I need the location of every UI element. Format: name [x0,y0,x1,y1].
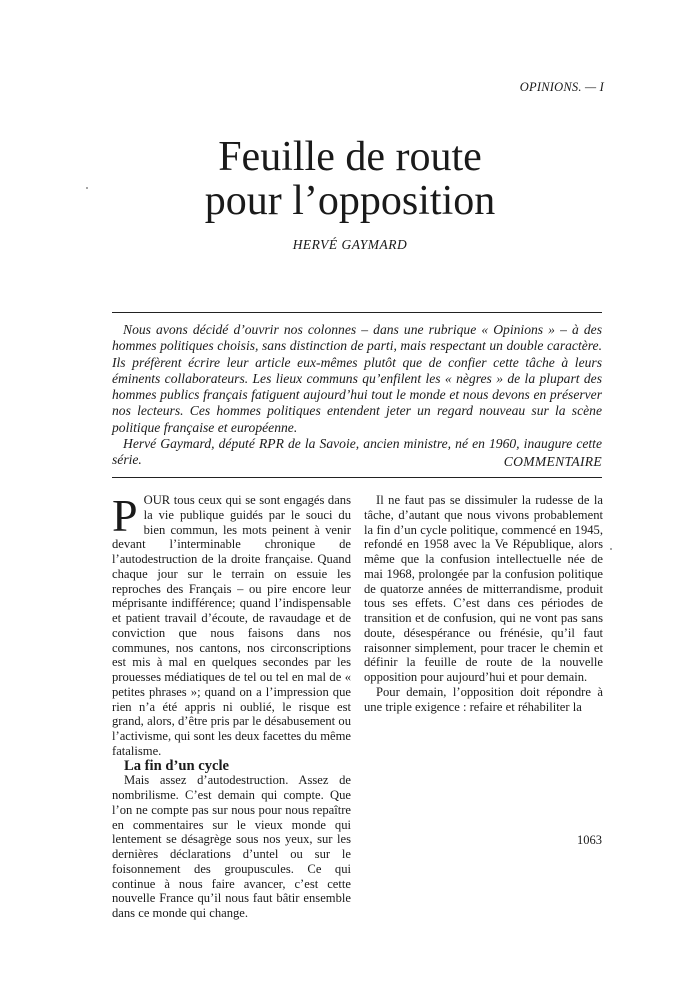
column-right [364,493,603,714]
page-number: 1063 [577,833,602,847]
article-title [0,135,700,223]
title-line-1: Feuille de route [218,134,482,180]
body-text: tous ceux qui se sont engagés dans la vie publique guidés par le souci du bien commun, les mots peinent à venir devant l’interminable chronique de l’autodestruction de la droite française. Quand chaque jour sur le terrain on essuie les reproches des Français – ou pire encore leur méprisante indifférence; quand l’indispensable et patient travail d’écoute, de ravaudage et de conviction que nous faisons dans nos communes, nos cantons, nos circonscriptions est mis à mal en quelques secondes par les prouesses médiatiques de tel ou tel en mal de « petites phrases »; quand on a l’impression que rien n’a été appris ni oublié, le risque est grand, alors, d’être pris par le désabusement ou l’activisme, qui sont les deux facettes du même fatalisme. [112,493,351,758]
body-paragraph [112,490,351,759]
body-paragraph: Mais assez d’autodestruction. Assez de nombrilisme. C’est demain qui compte. Que l’on ne compte pas sur nous pour nous repaître en commentaires sur le vieux monde qui lentement se désagrège sous nos yeux, sur les dernières déclarations d’untel ou sur le foisonnement des groupuscules. Ce qui continue à nous faire avancer, c’est cette nouvelle France qu’il nous faut bâtir ensemble dans ce monde qui change. [112,773,351,920]
author-byline: HERVÉ GAYMARD [292,237,408,252]
body-paragraph: Pour demain, l’opposition doit répondre à une triple exigence : refaire et réhabiliter la [364,684,603,714]
column-left [112,490,351,921]
scan-speck [86,187,88,189]
title-line-2: pour l’opposition [204,178,496,224]
top-rule [112,312,602,313]
lead-in: OUR [143,493,171,507]
body-paragraph: Il ne faut pas se dissimuler la rudesse de la tâche, d’autant que nous vivons probablement la fin d’un cycle politique, commencé en 1945, refondé en 1958 avec la Ve République, alors même que la confusion intellectuelle née de mai 1968, prolongée par la confusion politique de quatorze années de mitterrandisme, produit tous ses effets. C’est dans ces périodes de transition et de confusion, qui ne vont pas sans doute, désespérance ou frénésie, qu’il faut raisonner simplement, pour tracer le chemin et définir la feuille de route de la nouvelle opposition pour aujourd’hui et pour demain. [364,493,603,684]
section-heading: La fin d’un cycle [124,757,229,774]
middle-rule [112,477,602,478]
running-head: OPINIONS. — I [519,80,604,94]
section-label: COMMENTAIRE [503,454,602,469]
drop-cap: P [112,490,138,541]
editorial-intro [112,322,602,469]
intro-paragraph: Hervé Gaymard, député RPR de la Savoie, ancien ministre, né en 1960, inaugure cette série. [112,436,602,468]
intro-paragraph: Nous avons décidé d’ouvrir nos colonnes – dans une rubrique « Opinions » – à des hommes politiques choisis, sans distinction de parti, mais respectant un double caractère. Ils préfèrent écrire leur article eux-mêmes plutôt que de confier cette tâche à leurs éminents collaborateurs. Les lieux communs qu’enfilent les « nègres » de la plupart des hommes publics français fatiguent aujourd’hui tout le monde et nous devons en préserver nos lecteurs. Ces hommes politiques entendent jeter un regard nouveau sur la scène politique française et européenne. [112,322,602,435]
scan-speck [610,548,612,550]
